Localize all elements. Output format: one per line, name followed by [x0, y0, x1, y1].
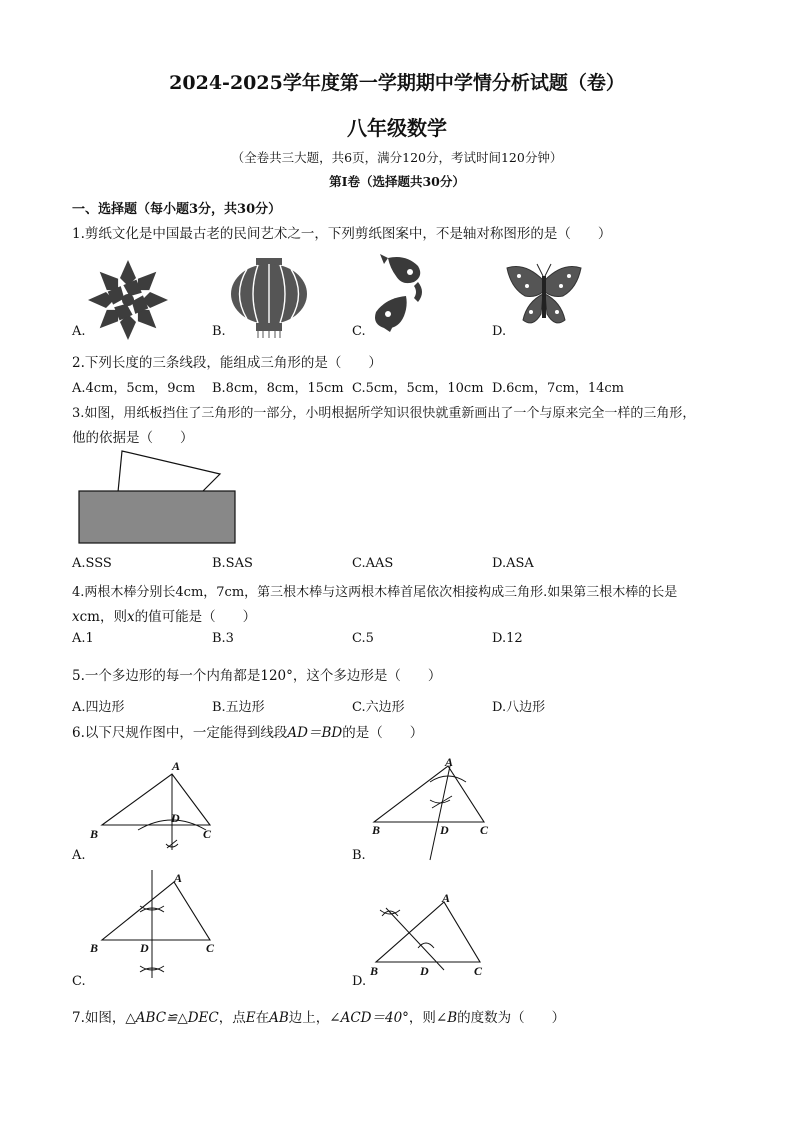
q6-option-a: A. [72, 848, 86, 863]
svg-text:C: C [206, 941, 215, 955]
q3-option-c: C.AAS [352, 556, 394, 571]
exam-subject: 八年级数学 [347, 116, 447, 140]
papercut-fish-image [366, 252, 440, 332]
question-5: 5.一个多边形的每一个内角都是120°，这个多边形是（ ） [72, 668, 442, 684]
svg-text:D: D [420, 964, 429, 978]
svg-text:A: A [442, 891, 451, 905]
q2-option-c: C.5cm，5cm，10cm [352, 381, 484, 396]
svg-text:A: A [172, 760, 181, 773]
svg-text:D: D [440, 823, 449, 837]
q1-option-c: C. [352, 324, 366, 339]
q1-option-d: D. [492, 324, 507, 339]
svg-text:D: D [140, 941, 149, 955]
question-6: 6.以下尺规作图中，一定能得到线段AD＝BD的是（ ） [72, 725, 424, 741]
q4-option-d: D.12 [492, 631, 523, 646]
q2-option-a: A.4cm，5cm，9cm [72, 381, 196, 396]
construction-figure-d [368, 888, 498, 980]
q5-option-d: D.八边形 [492, 700, 546, 715]
svg-text:A: A [174, 871, 183, 885]
papercut-butterfly-image [505, 262, 583, 332]
svg-text:B: B [90, 827, 99, 841]
q1-option-b: B. [212, 324, 226, 339]
construction-figure-a [86, 760, 226, 858]
exam-title: 2024-2025学年度第一学期期中学情分析试题（卷） [169, 72, 625, 94]
q6-option-b: B. [352, 848, 366, 863]
svg-text:B: B [370, 964, 379, 978]
triangle-cardboard-figure [76, 448, 238, 546]
svg-text:C: C [203, 827, 212, 841]
question-4-line-1: 4.两根木棒分别长4cm，7cm，第三根木棒与这两根木棒首尾依次相接构成三角形.如果第三根木棒的长是 [72, 585, 678, 600]
volume-title: 第Ⅰ卷（选择题共30分） [329, 174, 465, 189]
q5-option-a: A.四边形 [72, 700, 125, 715]
question-7: 7.如图，△ABC≌△DEC，点E在AB边上，∠ACD＝40°，则∠B的度数为（ ） [72, 1010, 566, 1026]
papercut-flower-image [86, 258, 170, 342]
svg-text:C: C [480, 823, 489, 837]
svg-text:A: A [445, 755, 454, 769]
question-3-line-1: 3.如图，用纸板挡住了三角形的一部分，小明根据所学知识很快就重新画出了一个与原来完全一样的三角形， [72, 406, 696, 421]
construction-figure-c [86, 868, 226, 980]
q3-option-a: A.SSS [72, 556, 112, 571]
q6-option-c: C. [72, 974, 86, 989]
q3-option-b: B.SAS [212, 556, 253, 571]
construction-figure-b [368, 754, 498, 862]
svg-text:B: B [90, 941, 99, 955]
q5-option-c: C.六边形 [352, 700, 405, 715]
section-title: 一、选择题（每小题3分，共30分） [72, 202, 282, 217]
question-4-line-2: xcm，则x的值可能是（ ） [72, 609, 257, 625]
q4-option-a: A.1 [72, 631, 94, 646]
q2-option-b: B.8cm，8cm，15cm [212, 381, 344, 396]
q5-option-b: B.五边形 [212, 700, 265, 715]
question-3-line-2: 他的依据是（ ） [72, 430, 194, 446]
papercut-lantern-image [228, 258, 310, 338]
svg-text:D: D [171, 811, 180, 825]
q1-option-a: A. [72, 324, 86, 339]
question-1: 1.剪纸文化是中国最古老的民间艺术之一，下列剪纸图案中，不是轴对称图形的是（ ） [72, 226, 612, 242]
q4-option-c: C.5 [352, 631, 374, 646]
question-2: 2.下列长度的三条线段，能组成三角形的是（ ） [72, 355, 382, 371]
exam-info: （全卷共三大题，共6页，满分120分，考试时间120分钟） [231, 150, 563, 165]
svg-text:B: B [372, 823, 381, 837]
q3-option-d: D.ASA [492, 556, 534, 571]
q6-option-d: D. [352, 974, 367, 989]
q2-option-d: D.6cm，7cm，14cm [492, 381, 624, 396]
svg-text:C: C [474, 964, 483, 978]
q4-option-b: B.3 [212, 631, 234, 646]
